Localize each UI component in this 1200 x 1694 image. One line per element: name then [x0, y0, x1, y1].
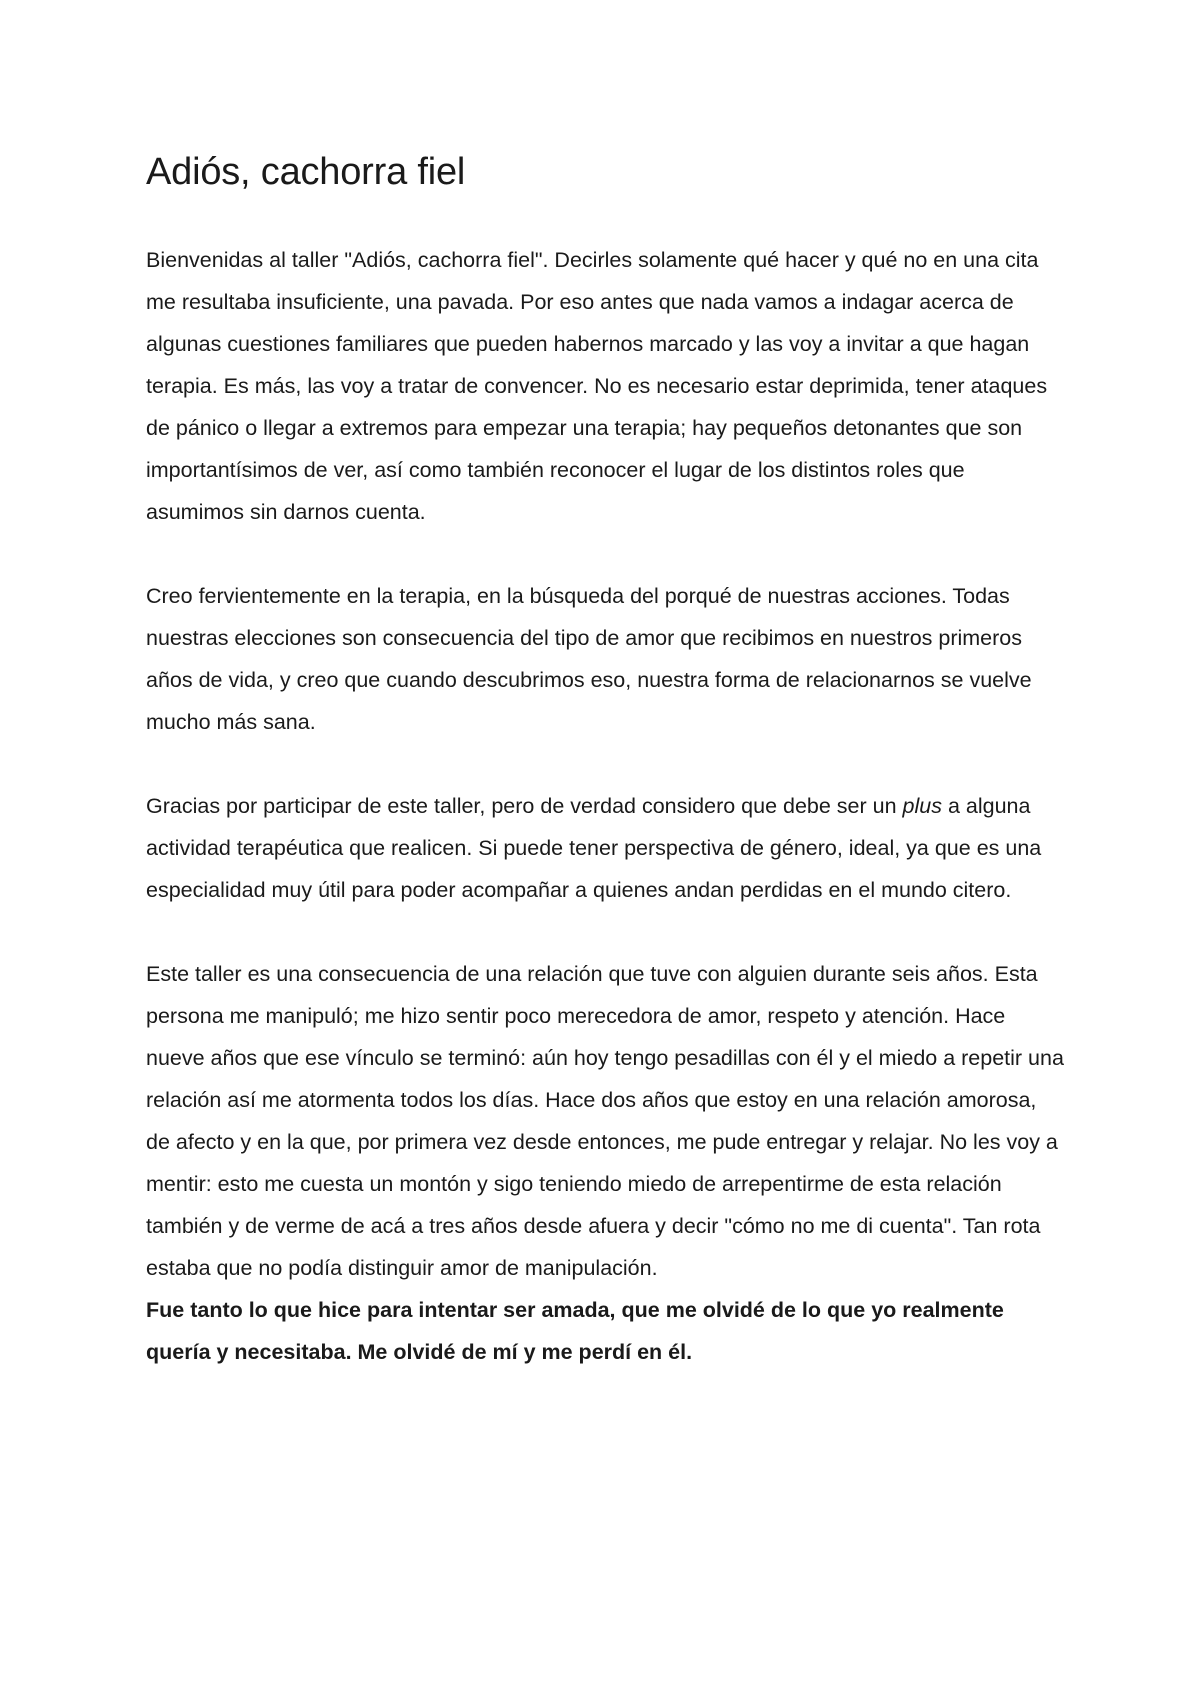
closing-bold-statement: Fue tanto lo que hice para intentar ser amada, que me olvidé de lo que yo realmente quería y necesitaba. Me olvidé de mí y me perdí en él.: [146, 1298, 1004, 1364]
paragraph-thanks-end: a alguna actividad terapéutica que realicen. Si puede tener perspectiva de género, ideal, ya que es una especialidad muy útil para poder acompañar a quienes andan perdidas en el mundo citero.: [146, 794, 1042, 902]
document-page: [146, 148, 1066, 1373]
document-title: Adiós, cachorra fiel: [146, 151, 466, 193]
paragraph-intro: Bienvenidas al taller "Adiós, cachorra fiel". Decirles solamente qué hacer y qué no en una cita me resultaba insuficiente, una pavada. Por eso antes que nada vamos a indagar acerca de algunas cuestiones familiares que pueden habernos marcado y las voy a invitar a que hagan terapia. Es más, las voy a tratar de convencer. No es necesario estar deprimida, tener ataques de pánico o llegar a extremos para empezar una terapia; hay pequeños detonantes que son importantísimos de ver, así como también reconocer el lugar de los distintos roles que asumimos sin darnos cuenta.: [146, 248, 1048, 524]
paragraph-story: Este taller es una consecuencia de una relación que tuve con alguien durante seis años. Esta persona me manipuló; me hizo sentir poco merecedora de amor, respeto y atención. Hace nueve años que ese vínculo se terminó: aún hoy tengo pesadillas con él y el miedo a repetir una relación así me atormenta todos los días. Hace dos años que estoy en una relación amorosa, de afecto y en la que, por primera vez desde entonces, me pude entregar y relajar. No les voy a mentir: esto me cuesta un montón y sigo teniendo miedo de arrepentirme de esta relación también y de verme de acá a tres años desde afuera y decir "cómo no me di cuenta". Tan rota estaba que no podía distinguir amor de manipulación.: [146, 962, 1064, 1280]
paragraph-therapy: Creo fervientemente en la terapia, en la búsqueda del porqué de nuestras acciones. Todas nuestras elecciones son consecuencia del tipo de amor que recibimos en nuestros primeros años de vida, y creo que cuando descubrimos eso, nuestra forma de relacionarnos se vuelve mucho más sana.: [146, 584, 1032, 734]
plus-emphasis: plus: [902, 794, 942, 818]
paragraph-thanks-start: Gracias por participar de este taller, pero de verdad considero que debe ser un: [146, 794, 903, 818]
paragraph-thanks: [146, 785, 1066, 911]
